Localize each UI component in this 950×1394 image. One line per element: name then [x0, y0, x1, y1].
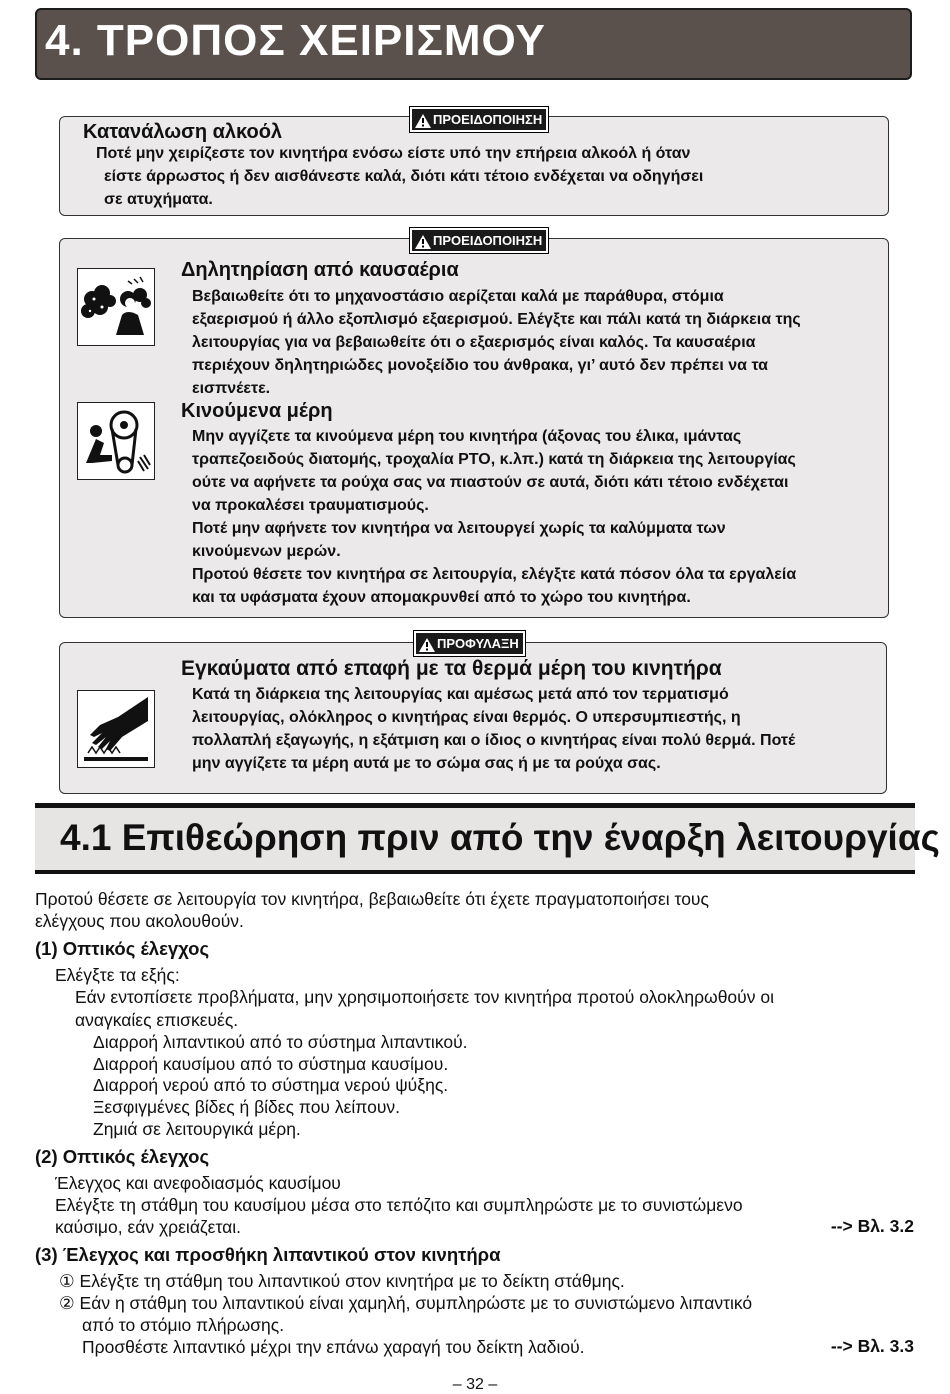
item3-heading: (3) Έλεγχος και προσθήκη λιπαντικού στον κινητήρα — [35, 1244, 501, 1265]
item1-list-item: Διαρροή καυσίμου από το σύστημα καυσίμου. — [93, 1054, 449, 1074]
text-line: Μην αγγίζετε τα κινούμενα μέρη του κινητήρα (άξονας του έλικα, ιμάντας — [192, 428, 742, 445]
item3-line: από το στόμιο πλήρωσης. — [82, 1315, 285, 1335]
warning-badge — [410, 228, 548, 253]
warning-badge — [410, 107, 548, 132]
caution-badge — [414, 631, 525, 656]
item1-desc: αναγκαίες επισκευές. — [75, 1010, 239, 1030]
chapter-title: 4. ΤΡΟΠΟΣ ΧΕΙΡΙΣΜΟΥ — [45, 16, 546, 65]
text-line: εξαερισμού ή άλλο εξοπλισμό εξαερισμού. Ελέγξτε και πάλι κατά τη διάρκεια της — [192, 311, 801, 328]
exhaust-fumes-icon — [77, 268, 155, 346]
item2-line: καύσιμο, εάν χρειάζεται. — [55, 1217, 241, 1237]
moving-parts-text — [192, 425, 796, 609]
warning-badge-label: ΠΡΟΕΙΔΟΠΟΙΗΣΗ — [433, 233, 543, 248]
text-line: τραπεζοειδούς διατομής, τροχαλία PTO, κ.λπ.) κατά τη διάρκεια της λειτουργίας — [192, 451, 796, 468]
text-line: Προτού θέσετε τον κινητήρα σε λειτουργία, ελέγξτε κατά πόσον όλα τα εργαλεία — [192, 566, 797, 583]
warning-badge-label: ΠΡΟΕΙΔΟΠΟΙΗΣΗ — [433, 112, 543, 127]
item3-reference: --> Βλ. 3.3 — [830, 1336, 914, 1356]
text-line: Ποτέ μην αφήνετε τον κινητήρα να λειτουργεί χωρίς τα καλύμματα των — [192, 520, 726, 537]
alcohol-title: Κατανάλωση αλκοόλ — [83, 121, 283, 143]
text-line: λειτουργίας για να βεβαιωθείτε ότι ο εξαερισμός είναι καλός. Τα καυσαέρια — [192, 334, 756, 351]
warning-triangle-icon — [419, 638, 435, 652]
item3-line: ① Ελέγξτε τη στάθμη του λιπαντικού στον κινητήρα με το δείκτη στάθμης. — [59, 1271, 625, 1291]
text-line: πολλαπλή εξαγωγής, η εξάτμιση και ο ίδιος ο κινητήρας είναι πολύ θερμά. Ποτέ — [192, 732, 796, 749]
text-line: σε ατυχήματα. — [104, 191, 213, 208]
section-header — [35, 808, 940, 870]
moving-belt-icon — [77, 402, 155, 480]
item2-reference: --> Βλ. 3.2 — [830, 1216, 914, 1236]
item1-list-item: Ζημιά σε λειτουργικά μέρη. — [93, 1119, 301, 1139]
text-line: Κατά τη διάρκεια της λειτουργίας και αμέσως μετά από τον τερματισμό — [192, 686, 729, 703]
text-line: να προκαλέσει τραυματισμούς. — [192, 497, 429, 514]
text-line: λειτουργίας, ολόκληρος ο κινητήρας είναι θερμός. Ο υπερσυμπιεστής, η — [192, 709, 741, 726]
alcohol-text — [96, 142, 703, 211]
intro-line: Προτού θέσετε σε λειτουργία τον κινητήρα, βεβαιωθείτε ότι έχετε πραγματοποιήσει τους — [35, 889, 709, 909]
chapter-header — [35, 8, 912, 80]
text-line: Βεβαιωθείτε ότι το μηχανοστάσιο αερίζεται καλά με παράθυρα, στόμια — [192, 288, 724, 305]
text-line: περιέχουν δηλητηριώδες μονοξείδιο του άνθρακα, γι’ αυτό δεν πρέπει να τα — [192, 357, 768, 374]
caution-badge-label: ΠΡΟΦΥΛΑΞΗ — [437, 636, 519, 651]
text-line: εισπνέετε. — [192, 380, 271, 397]
burns-text — [192, 683, 795, 775]
text-line: ούτε να αφήνετε τα ρούχα σας να πιαστούν σε αυτά, διότι κάτι τέτοιο ενδέχεται — [192, 474, 789, 491]
warning-triangle-icon — [415, 235, 431, 249]
item1-list-item: Ξεσφιγμένες βίδες ή βίδες που λείπουν. — [93, 1097, 401, 1117]
item3-line: ② Εάν η στάθμη του λιπαντικού είναι χαμηλή, συμπληρώστε με το συνιστώμενο λιπαντικό — [59, 1293, 753, 1313]
section-title: 4.1 Επιθεώρηση πριν από την έναρξη λειτουργίας — [60, 817, 940, 858]
hot-surface-hand-icon — [77, 690, 155, 768]
item3-line: Προσθέστε λιπαντικό μέχρι την επάνω χαραγή του δείκτη λαδιού. — [82, 1337, 585, 1357]
text-line: είστε άρρωστος ή δεν αισθάνεστε καλά, διότι κάτι τέτοιο ενδέχεται να οδηγήσει — [104, 168, 704, 185]
item2-heading: (2) Οπτικός έλεγχος — [35, 1146, 210, 1167]
item1-sub: Ελέγξτε τα εξής: — [55, 965, 180, 985]
item1-list-item: Διαρροή λιπαντικού από το σύστημα λιπαντικού. — [93, 1032, 468, 1052]
moving-parts-title: Κινούμενα μέρη — [181, 400, 333, 422]
text-line: κινούμενων μερών. — [192, 543, 341, 560]
intro-line: ελέγχους που ακολουθούν. — [35, 911, 244, 931]
exhaust-title: Δηλητηρίαση από καυσαέρια — [181, 259, 459, 281]
item2-line: Έλεγχος και ανεφοδιασμός καυσίμου — [55, 1173, 341, 1193]
text-line: Ποτέ μην χειρίζεστε τον κινητήρα ενόσω είστε υπό την επήρεια αλκοόλ ή όταν — [96, 145, 691, 162]
page-number: – 32 – — [452, 1376, 498, 1393]
item1-desc: Εάν εντοπίσετε προβλήματα, μην χρησιμοποιήσετε τον κινητήρα προτού ολοκληρωθούν οι — [75, 987, 774, 1007]
text-line: μην αγγίζετε τα μέρη αυτά με το σώμα σας ή με τα ρούχα σας. — [192, 755, 661, 772]
warning-triangle-icon — [415, 114, 431, 128]
exhaust-text — [192, 285, 801, 400]
text-line: και τα υφάσματα έχουν απομακρυνθεί από το χώρο του κινητήρα. — [192, 589, 691, 606]
burns-title: Εγκαύματα από επαφή με τα θερμά μέρη του κινητήρα — [181, 657, 722, 680]
section-rule-bottom — [35, 870, 915, 874]
item1-list-item: Διαρροή νερού από το σύστημα νερού ψύξης. — [93, 1075, 449, 1095]
item1-heading: (1) Οπτικός έλεγχος — [35, 938, 210, 959]
item2-line: Ελέγξτε τη στάθμη του καυσίμου μέσα στο τεπόζιτο και συμπληρώστε με το συνιστώμενο — [55, 1195, 743, 1215]
